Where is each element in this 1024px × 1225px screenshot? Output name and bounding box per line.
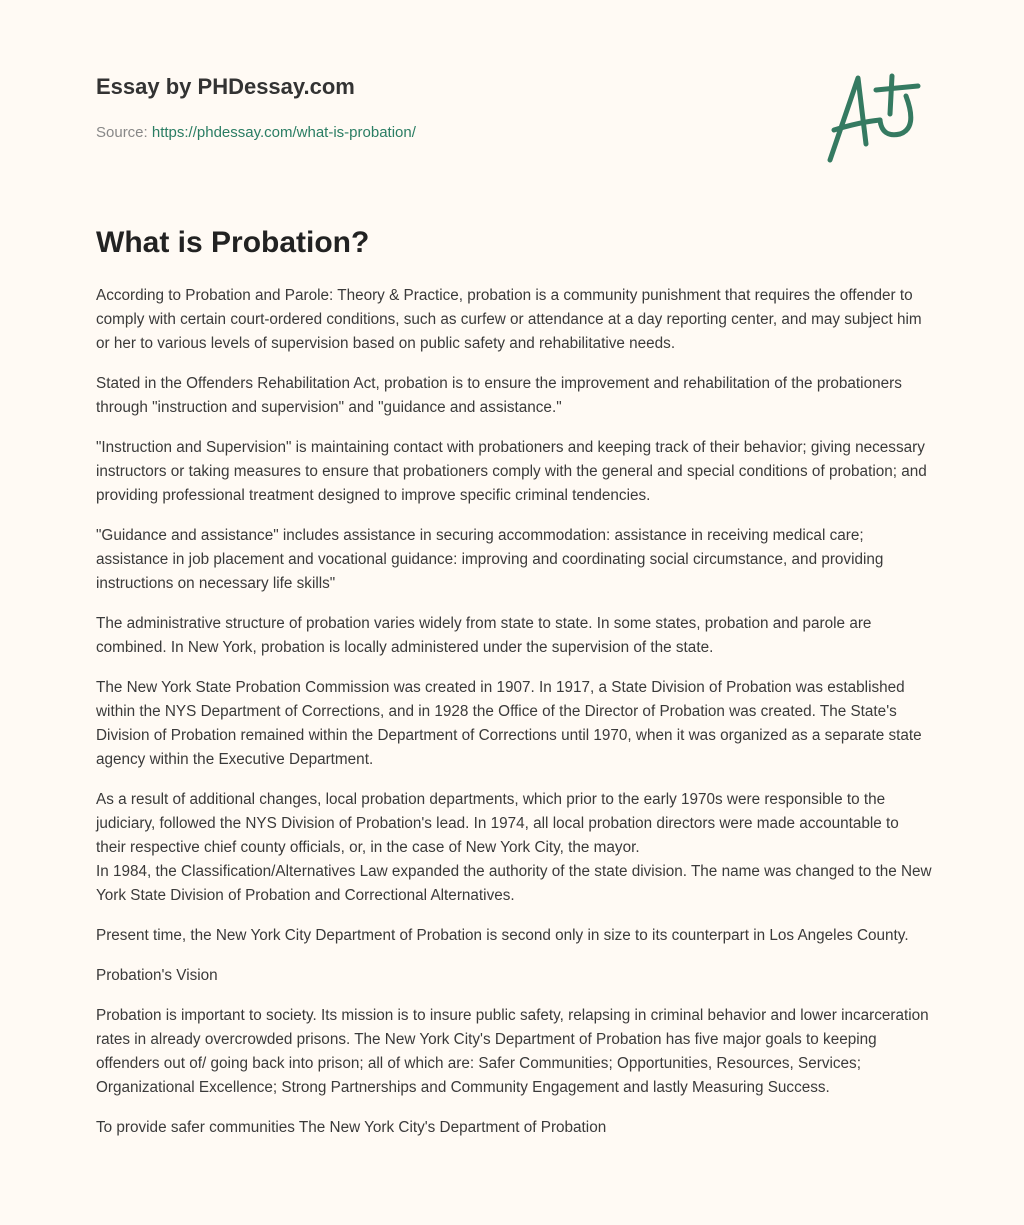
paragraph: Present time, the New York City Department of Probation is second only in size to its counterpart in Los Angeles County. — [96, 927, 909, 944]
paragraph: "Instruction and Supervision" is maintaining contact with probationers and keeping track of their behavior; giving necessary instructors or taking measures to ensure that probationers comply with the general and special conditions of probation; and providing professional treatment designed to improve specific criminal tendencies. — [96, 439, 927, 504]
source-line — [96, 124, 416, 141]
paragraph: The New York State Probation Commission was created in 1907. In 1917, a State Division of Probation was established within the NYS Department of Corrections, and in 1928 the Office of the Director of Probation was created. The State's Division of Probation remained within the Department of Corrections until 1970, when it was organized as a separate state agency within the Executive Department. — [96, 679, 922, 768]
article-title: What is Probation? — [96, 226, 370, 259]
source-link[interactable]: https://phdessay.com/what-is-probation/ — [151, 124, 416, 141]
paragraph: Stated in the Offenders Rehabilitation Act, probation is to ensure the improvement and rehabilitation of the probationers through "instruction and supervision" and "guidance and assistance." — [96, 375, 902, 416]
section-heading: Probation's Vision — [96, 967, 218, 984]
article-body — [96, 284, 932, 1156]
a-plus-logo-icon — [820, 68, 930, 168]
paragraph: The administrative structure of probation varies widely from state to state. In some states, probation and parole are combined. In New York, probation is locally administered under the supervision of the state. — [96, 615, 872, 656]
paragraph: To provide safer communities The New York City's Department of Probation — [96, 1119, 607, 1136]
paragraph-line: As a result of additional changes, local probation departments, which prior to the early 1970s were responsible to the judiciary, followed the NYS Division of Probation's lead. In 1974, all local probation directors were made accountable to their respective chief county officials, or, in the case of New York City, the mayor. — [96, 791, 899, 856]
paragraph-line: In 1984, the Classification/Alternatives Law expanded the authority of the state division. The name was changed to the New York State Division of Probation and Correctional Alternatives. — [96, 863, 932, 904]
paragraph: According to Probation and Parole: Theory & Practice, probation is a community punishment that requires the offender to comply with certain court-ordered conditions, such as curfew or attendance at a day reporting center, and may subject him or her to various levels of supervision based on public safety and rehabilitative needs. — [96, 287, 922, 352]
paragraph: "Guidance and assistance" includes assistance in securing accommodation: assistance in receiving medical care; assistance in job placement and vocational guidance: improving and coordinating social circumstance, and providing instructions on necessary life skills" — [96, 527, 884, 592]
paragraph: Probation is important to society. Its mission is to insure public safety, relapsing in criminal behavior and lower incarceration rates in already overcrowded prisons. The New York City's Department of Probation has five major goals to keeping offenders out of/ going back into prison; all of which are: Safer Communities; Opportunities, Resources, Services; Organizational Excellence; Strong Partnerships and Community Engagement and lastly Measuring Success. — [96, 1007, 929, 1096]
site-title: Essay by PHDessay.com — [96, 74, 355, 99]
source-label: Source: — [96, 124, 148, 141]
paragraph — [96, 788, 932, 908]
